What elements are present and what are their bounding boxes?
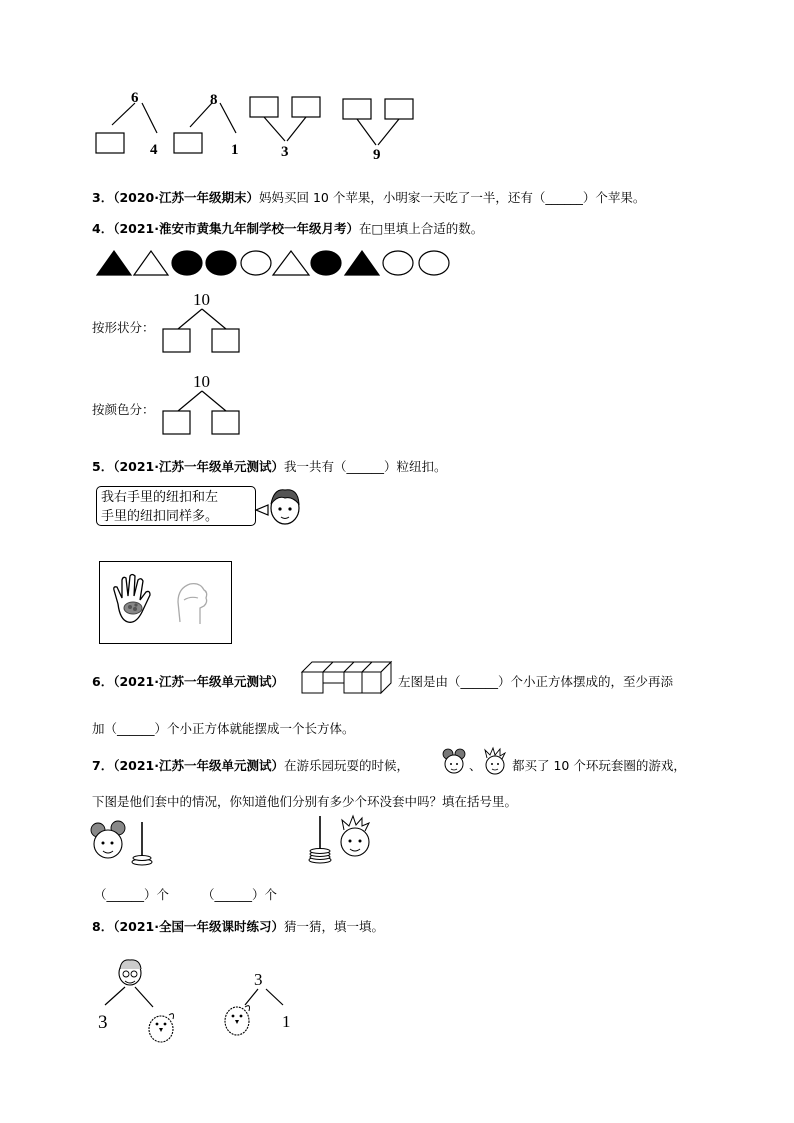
black-circle-icon [172, 251, 202, 275]
blank-box[interactable] [96, 133, 124, 153]
q8-number: 8． [92, 919, 114, 934]
white-circle-icon [419, 251, 449, 275]
question-7 [92, 756, 409, 774]
black-circle-icon [206, 251, 236, 275]
q7-text-a2: 都买了 10 个环玩套圈的游戏， [512, 758, 686, 773]
grandpa-icon [119, 960, 141, 985]
fig1-top: 6 [131, 90, 139, 106]
question-6 [92, 672, 284, 690]
fig3-bottom: 3 [281, 144, 289, 160]
q7-number: 7． [92, 758, 114, 773]
white-triangle-icon [134, 251, 168, 275]
chick-icon [149, 1014, 174, 1042]
left-tree-number: 3 [98, 1012, 108, 1033]
q7-separator: 、 [469, 758, 482, 773]
left-guess-tree [95, 955, 185, 1045]
fig4-bottom: 9 [373, 147, 381, 163]
question-5 [92, 457, 447, 475]
white-circle-icon [383, 251, 413, 275]
question-8 [92, 917, 384, 935]
q6-text-b: 加（______）个小正方体就能摆成一个长方体。 [92, 721, 355, 736]
q4-source: （2021·淮安市黄集九年制学校一年级月考） [113, 221, 359, 236]
q3-number: 3． [92, 190, 114, 205]
by-color-top: 10 [193, 372, 210, 391]
boy-ring-toss-picture [302, 814, 382, 864]
by-color-label: 按颜色分： [92, 402, 155, 417]
blank-box[interactable] [163, 411, 190, 434]
q6-source: （2021·江苏一年级单元测试） [113, 674, 284, 689]
shape-row [95, 248, 460, 280]
blank-box[interactable] [174, 133, 202, 153]
cube-figure [300, 660, 395, 696]
white-circle-icon [241, 251, 271, 275]
q7-text-a1: 在游乐园玩耍的时候， [284, 758, 410, 773]
question-4 [92, 219, 483, 237]
q5-text: 我一共有（______）粒纽扣。 [284, 459, 447, 474]
black-circle-icon [311, 251, 341, 275]
speech-bubble [96, 486, 256, 526]
by-shape-tree [160, 307, 245, 355]
fig2-right: 1 [231, 142, 239, 158]
q7-answer-1[interactable]: （______）个 [94, 887, 170, 902]
q3-text: 妈妈买回 10 个苹果，小明家一天吃了一半，还有（______）个苹果。 [259, 190, 646, 205]
fig2-top: 8 [210, 92, 218, 108]
right-tree-right: 1 [282, 1012, 291, 1031]
q6-number: 6． [92, 674, 114, 689]
by-shape-top: 10 [193, 290, 210, 309]
q7-answer-2[interactable]: （______）个 [202, 887, 278, 902]
blank-box[interactable] [292, 97, 320, 117]
q4-number: 4． [92, 221, 114, 236]
blank-box[interactable] [343, 99, 371, 119]
q8-text: 猜一猜，填一填。 [284, 919, 385, 934]
fig1-right: 4 [150, 142, 158, 158]
chick-icon [225, 1006, 250, 1035]
blank-box[interactable] [163, 329, 190, 352]
by-color-tree [160, 389, 245, 437]
q5-source: （2021·江苏一年级单元测试） [113, 459, 284, 474]
girl-ring-toss-picture [90, 818, 162, 868]
blank-box[interactable] [212, 329, 239, 352]
q7-text-b: 下图是他们套中的情况，你知道他们分别有多少个环没套中吗？填在括号里。 [92, 794, 518, 809]
q6-text-a: 左图是由（______）个小正方体摆成的，至少再添 [398, 674, 674, 689]
white-triangle-icon [273, 251, 309, 275]
boy2-face-icon [481, 746, 509, 776]
hands-picture [99, 561, 232, 644]
blank-box[interactable] [385, 99, 413, 119]
q5-number: 5． [92, 459, 114, 474]
q8-source: （2021·全国一年级课时练习） [113, 919, 284, 934]
boy-face-icon [252, 482, 308, 530]
q3-source: （2020·江苏一年级期末） [113, 190, 259, 205]
black-triangle-icon [97, 251, 131, 275]
speech-line-2: 手里的纽扣同样多。 [101, 509, 219, 524]
blank-box[interactable] [212, 411, 239, 434]
right-guess-tree [215, 985, 305, 1045]
q4-text: 在□里填上合适的数。 [359, 221, 484, 236]
right-tree-top: 3 [254, 970, 263, 989]
hands-icon [100, 562, 231, 643]
by-shape-label: 按形状分： [92, 320, 155, 335]
blank-box[interactable] [250, 97, 278, 117]
black-triangle-icon [345, 251, 379, 275]
speech-line-1: 我右手里的纽扣和左 [101, 490, 219, 505]
girl-face-icon [440, 746, 468, 776]
q7-source: （2021·江苏一年级单元测试） [113, 758, 284, 773]
question-3 [92, 188, 645, 206]
